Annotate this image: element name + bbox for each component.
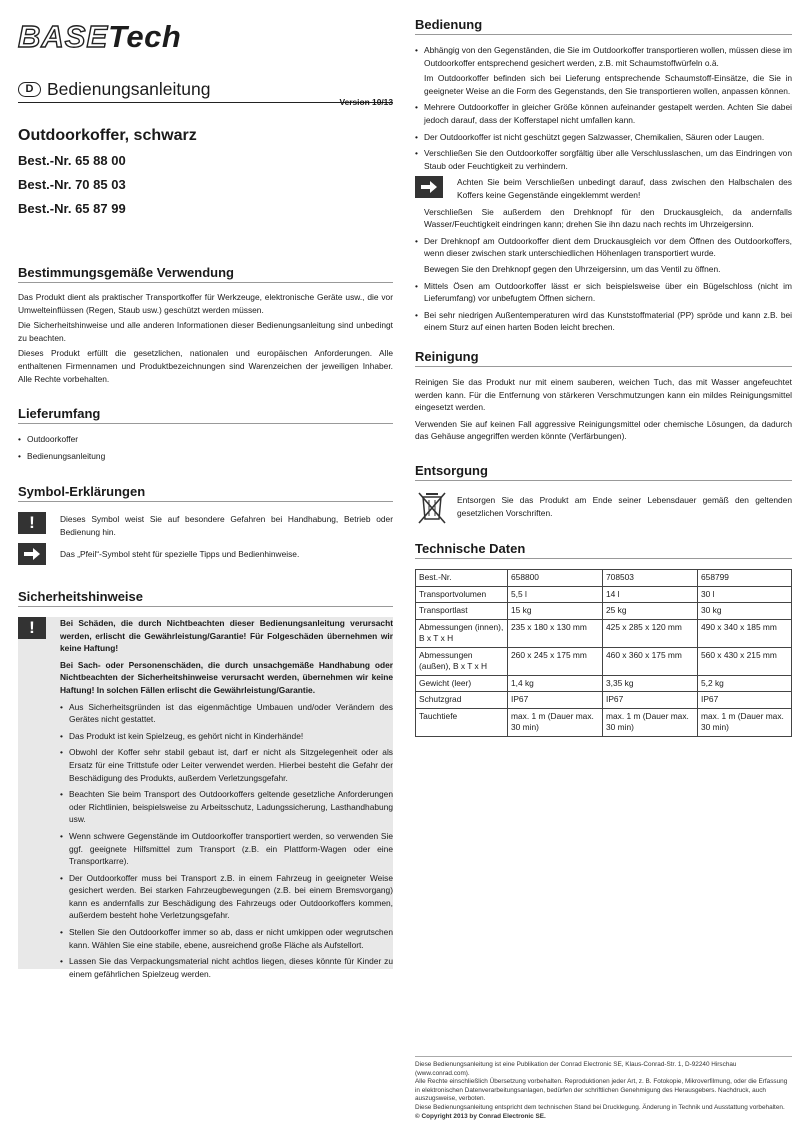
- table-row: [416, 570, 792, 587]
- table-cell: 5,5 l: [508, 586, 603, 603]
- order-number-2: Best.-Nr. 70 85 03: [18, 177, 126, 192]
- version-label: Version 10/13: [339, 97, 393, 107]
- arrow-icon: [18, 543, 46, 565]
- table-cell: Abmessungen (außen), B x T x H: [416, 647, 508, 675]
- table-row: [416, 692, 792, 709]
- table-cell: max. 1 m (Dauer max. 30 min): [508, 708, 603, 736]
- table-cell: Abmessungen (innen), B x T x H: [416, 619, 508, 647]
- footer-copyright: © Copyright 2013 by Conrad Electronic SE.: [415, 1112, 546, 1120]
- entsorgung-text: Entsorgen Sie das Produkt am Ende seiner Lebensdauer gemäß den geltenden gesetzlichen Vorschriften.: [457, 495, 792, 518]
- table-cell: IP67: [603, 692, 698, 709]
- table-cell: 560 x 430 x 215 mm: [698, 647, 792, 675]
- list-item-sub: Im Outdoorkoffer befinden sich bei Lieferung entsprechende Schaumstoff-Einsätze, die Sie in geeigneter Weise an die Form des Gegenstands, den Sie transportieren wollen, anpassen können.: [424, 73, 792, 96]
- table-cell: Schutzgrad: [416, 692, 508, 709]
- list-item: • Bedienungsanleitung: [18, 450, 393, 463]
- reinigung-text: [415, 376, 792, 443]
- warning-icon: !: [18, 617, 46, 639]
- order-number-1: Best.-Nr. 65 88 00: [18, 153, 126, 168]
- table-cell: Gewicht (leer): [416, 675, 508, 692]
- table-row: [416, 586, 792, 603]
- list-item: • Bei sehr niedrigen Außentemperaturen wird das Kunststoffmaterial (PP) spröde und kann z.B. bei einem Sturz auf einen harten Boden leicht brechen.: [415, 309, 792, 334]
- footer-line-2: Alle Rechte einschließlich Übersetzung vorbehalten. Reproduktionen jeder Art, z. B. Fotokopie, Mikroverfilmung, oder die Erfassung in elektronischen Datenverarbeitungsanlagen, bedürfen der schriftlichen Genehmigung des Herausgebers. Nachdruck, auch auszugsweise, verboten.: [415, 1078, 788, 1103]
- tech-table: [415, 569, 792, 737]
- list-item: • Obwohl der Koffer sehr stabil gebaut ist, darf er nicht als Sitzgelegenheit oder als Ersatz für eine Trittstufe oder Leiter verwendet werden. Hierbei besteht die Gefahr der Beschädigung des Produkts, außerdem Verletzungsgefahr.: [60, 746, 393, 784]
- bedienung-list: [415, 44, 792, 334]
- list-item: • Der Drehknopf am Outdoorkoffer dient dem Druckausgleich vor dem Öffnen des Outdoorkoffers, wenn dieser zwischen stark unterschiedlichen Höhenlagen transportiert wurde.: [415, 235, 792, 260]
- safety-bold-1: Bei Schäden, die durch Nichtbeachten dieser Bedienungsanleitung verursacht werden, erlischt die Gewährleistung/Garantie! Für Folgeschäden übernehmen wir keine Haftung!: [60, 618, 393, 654]
- heading-bedienung: Bedienung: [415, 17, 792, 35]
- list-item: • Verschließen Sie den Outdoorkoffer sorgfältig über alle Verschlusslaschen, um das Eindringen von Staub oder Feuchtigkeit zu verhindern.: [415, 147, 792, 172]
- heading-symbole: Symbol-Erklärungen: [18, 484, 393, 502]
- table-cell: IP67: [698, 692, 792, 709]
- table-cell: 30 kg: [698, 603, 792, 620]
- bestimmung-p2: Die Sicherheitshinweise und alle anderen Informationen dieser Bedienungsanleitung sind unbedingt zu beachten.: [18, 320, 393, 343]
- order-number-3: Best.-Nr. 65 87 99: [18, 201, 126, 216]
- list-item: • Lassen Sie das Verpackungsmaterial nicht achtlos liegen, dieses könnte für Kinder zu einem gefährlichen Spielzeug werden.: [60, 955, 393, 980]
- footer: [415, 1056, 792, 1121]
- table-cell: 3,35 kg: [603, 675, 698, 692]
- list-item-sub: Verschließen Sie außerdem den Drehknopf für den Druckausgleich, da andernfalls Wasser/Feuchtigkeit eindringen kann; drehen Sie ihn dazu nach rechts im Uhrzeigersinn.: [424, 206, 792, 230]
- table-row: [416, 603, 792, 620]
- brand-part1: BASE: [18, 19, 109, 54]
- product-title: Outdoorkoffer, schwarz: [18, 127, 197, 144]
- table-cell: 425 x 285 x 120 mm: [603, 619, 698, 647]
- heading-sicherheit: Sicherheitshinweise: [18, 589, 393, 607]
- heading-technik: Technische Daten: [415, 541, 792, 559]
- reinigung-p2: Verwenden Sie auf keinen Fall aggressive Reinigungsmittel oder chemische Lösungen, da dadurch das Gehäuse angegriffen werden könnte (Verfärbungen).: [415, 418, 792, 442]
- list-item: • Outdoorkoffer: [18, 433, 393, 446]
- list-item: • Aus Sicherheitsgründen ist das eigenmächtige Umbauen und/oder Verändern des Gerätes nicht gestattet.: [60, 701, 393, 726]
- bestimmung-text: [18, 291, 393, 385]
- arrow-icon: [415, 176, 443, 198]
- table-cell: 30 l: [698, 586, 792, 603]
- list-item: • Beachten Sie beim Transport des Outdoorkoffers geltende gesetzliche Anforderungen oder Richtlinien, beispielsweise zu Arbeitsschutz, Ladungssicherung, Lasthandhabung usw.: [60, 788, 393, 826]
- table-cell: 460 x 360 x 175 mm: [603, 647, 698, 675]
- list-item: • Der Outdoorkoffer ist nicht geschützt gegen Salzwasser, Chemikalien, Säuren oder Laugen.: [415, 131, 792, 144]
- brand-part2: Tech: [108, 19, 182, 54]
- table-cell: 260 x 245 x 175 mm: [508, 647, 603, 675]
- table-cell: 658799: [698, 570, 792, 587]
- warning-icon: !: [18, 512, 46, 534]
- safety-bold-2: Bei Sach- oder Personenschäden, die durch unsachgemäße Handhabung oder Nichtbeachten der Sicherheitshinweise verursacht werden, übernehmen wir keine Haftung! In solchen Fällen erlischt die Gewährleistung/Garantie.: [60, 659, 393, 695]
- heading-entsorgung: Entsorgung: [415, 463, 792, 481]
- table-cell: 490 x 340 x 185 mm: [698, 619, 792, 647]
- table-cell: Transportvolumen: [416, 586, 508, 603]
- table-cell: 235 x 180 x 130 mm: [508, 619, 603, 647]
- table-row: [416, 708, 792, 736]
- table-cell: 14 l: [603, 586, 698, 603]
- table-row: [416, 647, 792, 675]
- tip-text: Achten Sie beim Verschließen unbedingt darauf, dass zwischen den Halbschalen des Koffers keine Gegenstände eingeklemmt werden!: [457, 177, 792, 200]
- reinigung-p1: Reinigen Sie das Produkt nur mit einem sauberen, weichen Tuch, das mit Wasser angefeuchtet werden kann. Für die Entfernung von stärkeren Verschmutzungen kann ein mildes Reinigungsmittel eingesetzt werden.: [415, 377, 792, 413]
- bestimmung-p3: Dieses Produkt erfüllt die gesetzlichen, nationalen und europäischen Anforderungen. Alle enthaltenen Firmennamen und Produktbezeichnungen sind Warenzeichen der jeweiligen Inhaber. Alle Rechte vorbehalten.: [18, 348, 393, 384]
- table-cell: max. 1 m (Dauer max. 30 min): [603, 708, 698, 736]
- table-cell: 25 kg: [603, 603, 698, 620]
- safety-box: [18, 617, 393, 979]
- heading-bestimmung: Bestimmungsgemäße Verwendung: [18, 265, 393, 283]
- table-cell: 1,4 kg: [508, 675, 603, 692]
- manual-title: [18, 78, 393, 103]
- safety-content: [60, 617, 393, 980]
- bestimmung-p1: Das Produkt dient als praktischer Transportkoffer für Werkzeuge, elektronische Geräte usw., die vor Umwelteinflüssen (Regen, Staub usw.) geschützt werden müssen.: [18, 292, 393, 315]
- heading-lieferumfang: Lieferumfang: [18, 406, 393, 424]
- list-item: • Abhängig von den Gegenständen, die Sie im Outdoorkoffer transportieren wollen, müssen diese im Outdoorkoffer entsprechend gesichert werden, z.B. mit Schaumstoffwürfeln o.ä.: [415, 44, 792, 69]
- list-item: • Das Produkt ist kein Spielzeug, es gehört nicht in Kinderhände!: [60, 730, 393, 743]
- heading-reinigung: Reinigung: [415, 349, 792, 367]
- table-row: [416, 675, 792, 692]
- language-badge: D: [18, 82, 41, 97]
- table-row: [416, 619, 792, 647]
- footer-line-1: Diese Bedienungsanleitung ist eine Publikation der Conrad Electronic SE, Klaus-Conrad-Str. 1, D-92240 Hirschau (www.conrad.com).: [415, 1061, 737, 1077]
- symbol-warning-text: Dieses Symbol weist Sie auf besondere Gefahren bei Handhabung, Betrieb oder Bedienung hin.: [60, 514, 393, 537]
- table-cell: IP67: [508, 692, 603, 709]
- table-cell: Transportlast: [416, 603, 508, 620]
- lieferumfang-list: [18, 433, 393, 462]
- list-item: • Stellen Sie den Outdoorkoffer immer so ab, dass er nicht umkippen oder wegrutschen kann. Wählen Sie eine stabile, ebene, ausreichend große Fläche als Aufstellort.: [60, 926, 393, 951]
- table-cell: 15 kg: [508, 603, 603, 620]
- list-item: • Mittels Ösen am Outdoorkoffer lässt er sich beispielsweise über ein Bügelschloss (nicht im Lieferumfang) vor unbefugtem Öffnen sichern.: [415, 280, 792, 305]
- table-cell: Tauchtiefe: [416, 708, 508, 736]
- manual-title-text: Bedienungsanleitung: [47, 79, 211, 99]
- table-cell: 708503: [603, 570, 698, 587]
- list-item: • Der Outdoorkoffer muss bei Transport z.B. in einem Fahrzeug in geeigneter Weise gesichert werden. Bei starken Fahrzeugbewegungen (z.B. bei einem Bremsvorgang) kann es andernfalls zur Beschädigung des Fahrzeugs oder Outdoorkoffers kommen, außerdem besteht hohe Verletzungsgefahr.: [60, 872, 393, 922]
- weee-bin-icon: [417, 489, 447, 525]
- brand-logo: [18, 20, 181, 54]
- list-item-sub: Bewegen Sie den Drehknopf gegen den Uhrzeigersinn, um das Ventil zu öffnen.: [424, 263, 721, 274]
- table-cell: 658800: [508, 570, 603, 587]
- tip-block: [415, 176, 792, 201]
- footer-line-3: Diese Bedienungsanleitung entspricht dem technischen Stand bei Drucklegung. Änderung in Technik und Ausstattung vorbehalten.: [415, 1103, 785, 1111]
- symbol-arrow-text: Das „Pfeil“-Symbol steht für spezielle Tipps und Bedienhinweise.: [60, 549, 300, 559]
- table-cell: 5,2 kg: [698, 675, 792, 692]
- table-cell: Best.-Nr.: [416, 570, 508, 587]
- list-item: • Wenn schwere Gegenstände im Outdoorkoffer transportiert werden, so verwenden Sie ggf. geeignete Hilfsmittel zum Transport (z.B. ein Plattform-Wagen oder eine Transportkarre).: [60, 830, 393, 868]
- table-cell: max. 1 m (Dauer max. 30 min): [698, 708, 792, 736]
- list-item: • Mehrere Outdoorkoffer in gleicher Größe können aufeinander gestapelt werden. Achten Sie dabei jedoch darauf, dass der Kofferstapel nicht umfallen kann.: [415, 101, 792, 126]
